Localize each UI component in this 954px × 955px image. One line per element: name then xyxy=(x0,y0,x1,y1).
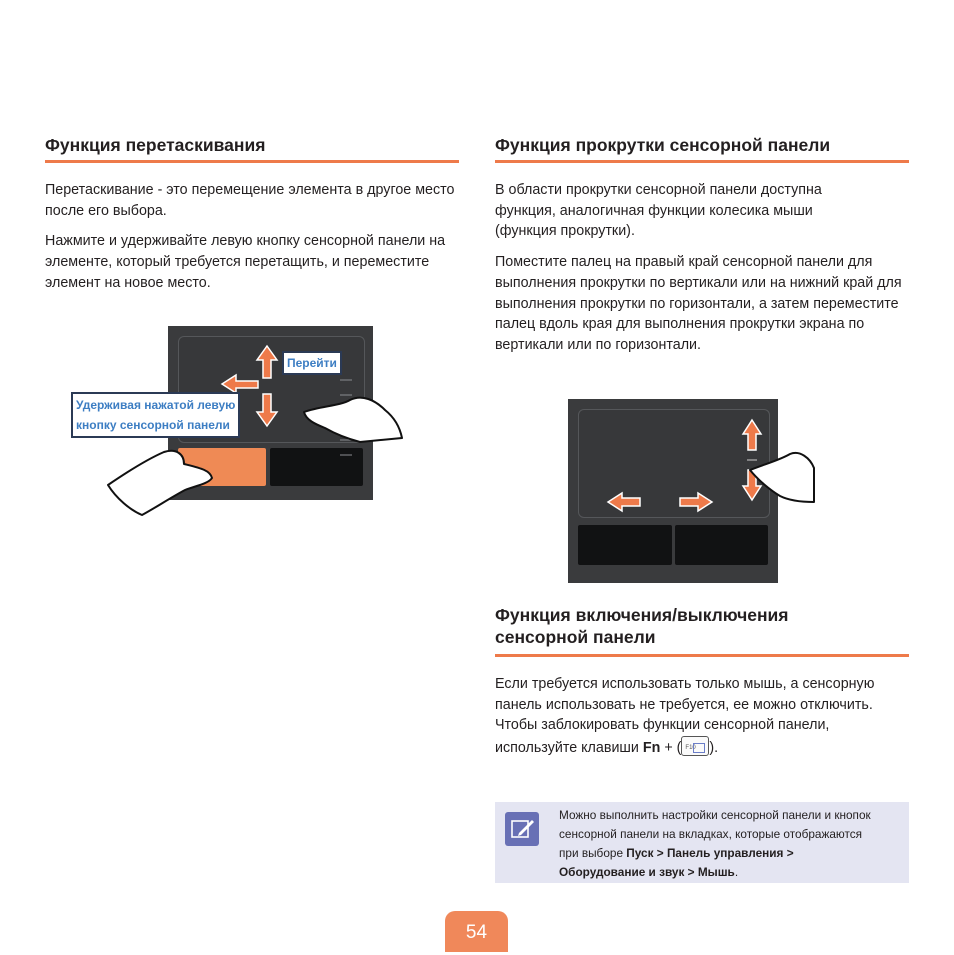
toggle-heading xyxy=(495,604,909,648)
left-hand-icon xyxy=(108,451,212,515)
drag-text xyxy=(45,180,465,294)
scroll-text xyxy=(495,180,915,356)
drag-paragraph-1: Перетаскивание - это перемещение элемента в другое место после его выбора. xyxy=(45,182,455,219)
note-text xyxy=(559,806,879,882)
fn-key-label: Fn xyxy=(642,740,661,757)
arrow-left-icon xyxy=(222,375,258,393)
close-paren: ). xyxy=(709,740,719,757)
touchpad-toggle-key-icon: F10 xyxy=(681,736,709,756)
scroll-arrows xyxy=(608,420,761,511)
scroll-paragraph-2: Поместите палец на правый край сенсорной панели для выполнения прокрутки по вертикали или на нижний край для выполнения прокрутки по горизонтали, а затем переместите палец вдоль края для выполнения прокрутки экрана по вертикали или по горизонтали. xyxy=(495,254,902,353)
note-text-suffix: . xyxy=(734,865,739,879)
pencil-note-icon xyxy=(505,812,539,846)
note-box xyxy=(495,802,909,883)
note-text-prefix: Можно выполнить настройки сенсорной панели и кнопок сенсорной панели на вкладках, которые отображаются при выборе xyxy=(559,808,871,860)
toggle-heading-rule xyxy=(495,654,909,657)
scroll-overlay-svg xyxy=(600,410,820,540)
scroll-hand-icon xyxy=(750,453,814,502)
move-callout: Перейти xyxy=(282,351,342,375)
toggle-paragraph-1: Если требуется использовать только мышь, а сенсорную панель использовать не требуется, ее можно отключить. xyxy=(495,676,875,713)
hold-callout-line-2: кнопку сенсорной панели xyxy=(76,418,230,432)
toggle-heading-line-1: Функция включения/выключения xyxy=(495,605,789,625)
toggle-heading-line-2: сенсорной панели xyxy=(495,627,656,647)
plus-open: + ( xyxy=(660,740,682,757)
arrow-down-icon xyxy=(257,394,277,426)
drag-heading-rule xyxy=(45,160,459,163)
scroll-heading: Функция прокрутки сенсорной панели xyxy=(495,135,831,155)
toggle-instructions: Чтобы заблокировать функции сенсорной панели, используйте клавиши xyxy=(495,717,830,757)
arrow-up-icon xyxy=(257,346,277,378)
scroll-up-arrow-icon xyxy=(743,420,761,450)
toggle-text xyxy=(495,674,875,759)
note-text-path: Пуск > Панель управления > Оборудование и звук > Мышь xyxy=(559,846,794,879)
scroll-left-arrow-icon xyxy=(608,493,640,511)
hold-callout xyxy=(71,392,240,438)
page-number: 54 xyxy=(445,911,508,952)
hold-callout-line-1: Удерживая нажатой левую xyxy=(76,398,236,412)
toggle-paragraph-2 xyxy=(495,715,875,758)
scroll-right-arrow-icon xyxy=(680,493,712,511)
drag-paragraph-2: Нажмите и удерживайте левую кнопку сенсорной панели на элементе, который требуется перетащить, и переместите элемент на новое место. xyxy=(45,233,446,291)
scroll-heading-rule xyxy=(495,160,909,163)
drag-heading: Функция перетаскивания xyxy=(45,135,266,155)
right-hand-icon xyxy=(304,398,402,442)
scroll-paragraph-1: В области прокрутки сенсорной панели доступна функция, аналогичная функции колесика мыши (функция прокрутки). xyxy=(495,182,822,240)
